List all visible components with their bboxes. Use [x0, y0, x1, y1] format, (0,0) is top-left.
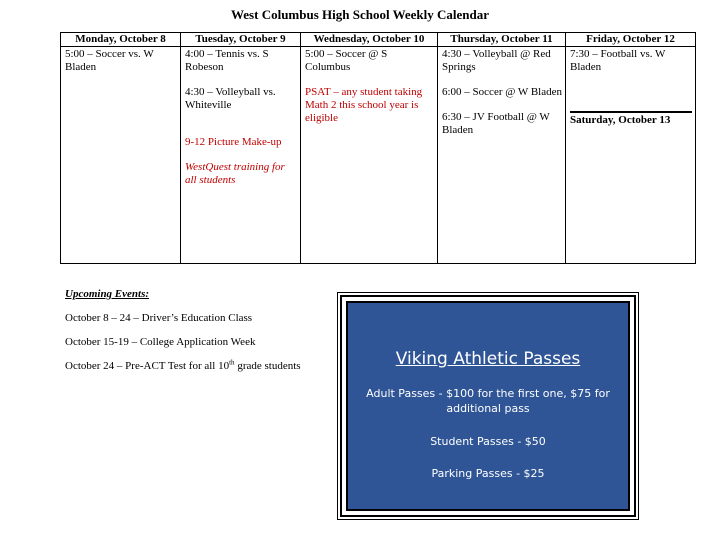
calendar-event: 5:00 – Soccer vs. W Bladen	[65, 48, 154, 73]
wednesday-cell	[301, 47, 438, 264]
calendar-event: 6:30 – JV Football @ W Bladen	[442, 111, 550, 136]
parking-passes-line: Parking Passes - $25	[431, 467, 545, 480]
upcoming-event-text-end: grade students	[234, 360, 301, 372]
header-wednesday: Wednesday, October 10	[301, 33, 438, 47]
calendar-event: 6:00 – Soccer @ W Bladen	[442, 86, 563, 98]
upcoming-events	[65, 288, 301, 384]
upcoming-events-heading: Upcoming Events:	[65, 288, 150, 300]
adult-passes-line-2: additional pass	[446, 402, 530, 415]
header-thursday: Thursday, October 11	[438, 33, 566, 47]
upcoming-event-text: October 24 – Pre-ACT Test for all 10	[65, 360, 230, 372]
athletic-passes-box	[337, 292, 639, 520]
page-title: West Columbus High School Weekly Calendar	[231, 7, 489, 22]
upcoming-event-item	[65, 360, 301, 373]
passes-title: Viking Athletic Passes	[395, 349, 581, 369]
monday-cell	[61, 47, 181, 264]
header-monday: Monday, October 8	[61, 33, 181, 47]
calendar-event: 4:00 – Tennis vs. S Robeson	[185, 48, 269, 73]
header-saturday: Saturday, October 13	[570, 114, 671, 126]
calendar-event: 7:30 – Football vs. W Bladen	[570, 48, 666, 73]
athletic-passes-frame	[340, 295, 636, 517]
calendar-header-row	[61, 33, 696, 47]
calendar-body-row	[61, 47, 696, 264]
header-friday: Friday, October 12	[566, 33, 696, 47]
calendar-event: WestQuest training for all students	[185, 161, 285, 186]
calendar-event: 4:30 – Volleyball @ Red Springs	[442, 48, 551, 73]
header-tuesday: Tuesday, October 9	[181, 33, 301, 47]
calendar-event: 5:00 – Soccer @ S Columbus	[305, 48, 388, 73]
thursday-cell	[438, 47, 566, 264]
tuesday-cell	[181, 47, 301, 264]
upcoming-event-item: October 15-19 – College Application Week	[65, 336, 256, 348]
friday-cell	[566, 47, 696, 264]
ordinal-suffix: th	[229, 358, 235, 367]
student-passes-line: Student Passes - $50	[430, 435, 546, 448]
calendar-event: PSAT – any student taking Math 2 this school year is eligible	[305, 86, 423, 124]
weekly-calendar-table	[60, 32, 696, 264]
calendar-event: 4:30 – Volleyball vs. Whiteville	[185, 86, 276, 111]
calendar-event: 9-12 Picture Make-up	[185, 136, 282, 148]
adult-passes-line: Adult Passes - $100 for the first one, $75 for	[366, 387, 610, 400]
upcoming-event-item: October 8 – 24 – Driver’s Education Class	[65, 312, 253, 324]
athletic-passes-panel	[346, 301, 630, 511]
